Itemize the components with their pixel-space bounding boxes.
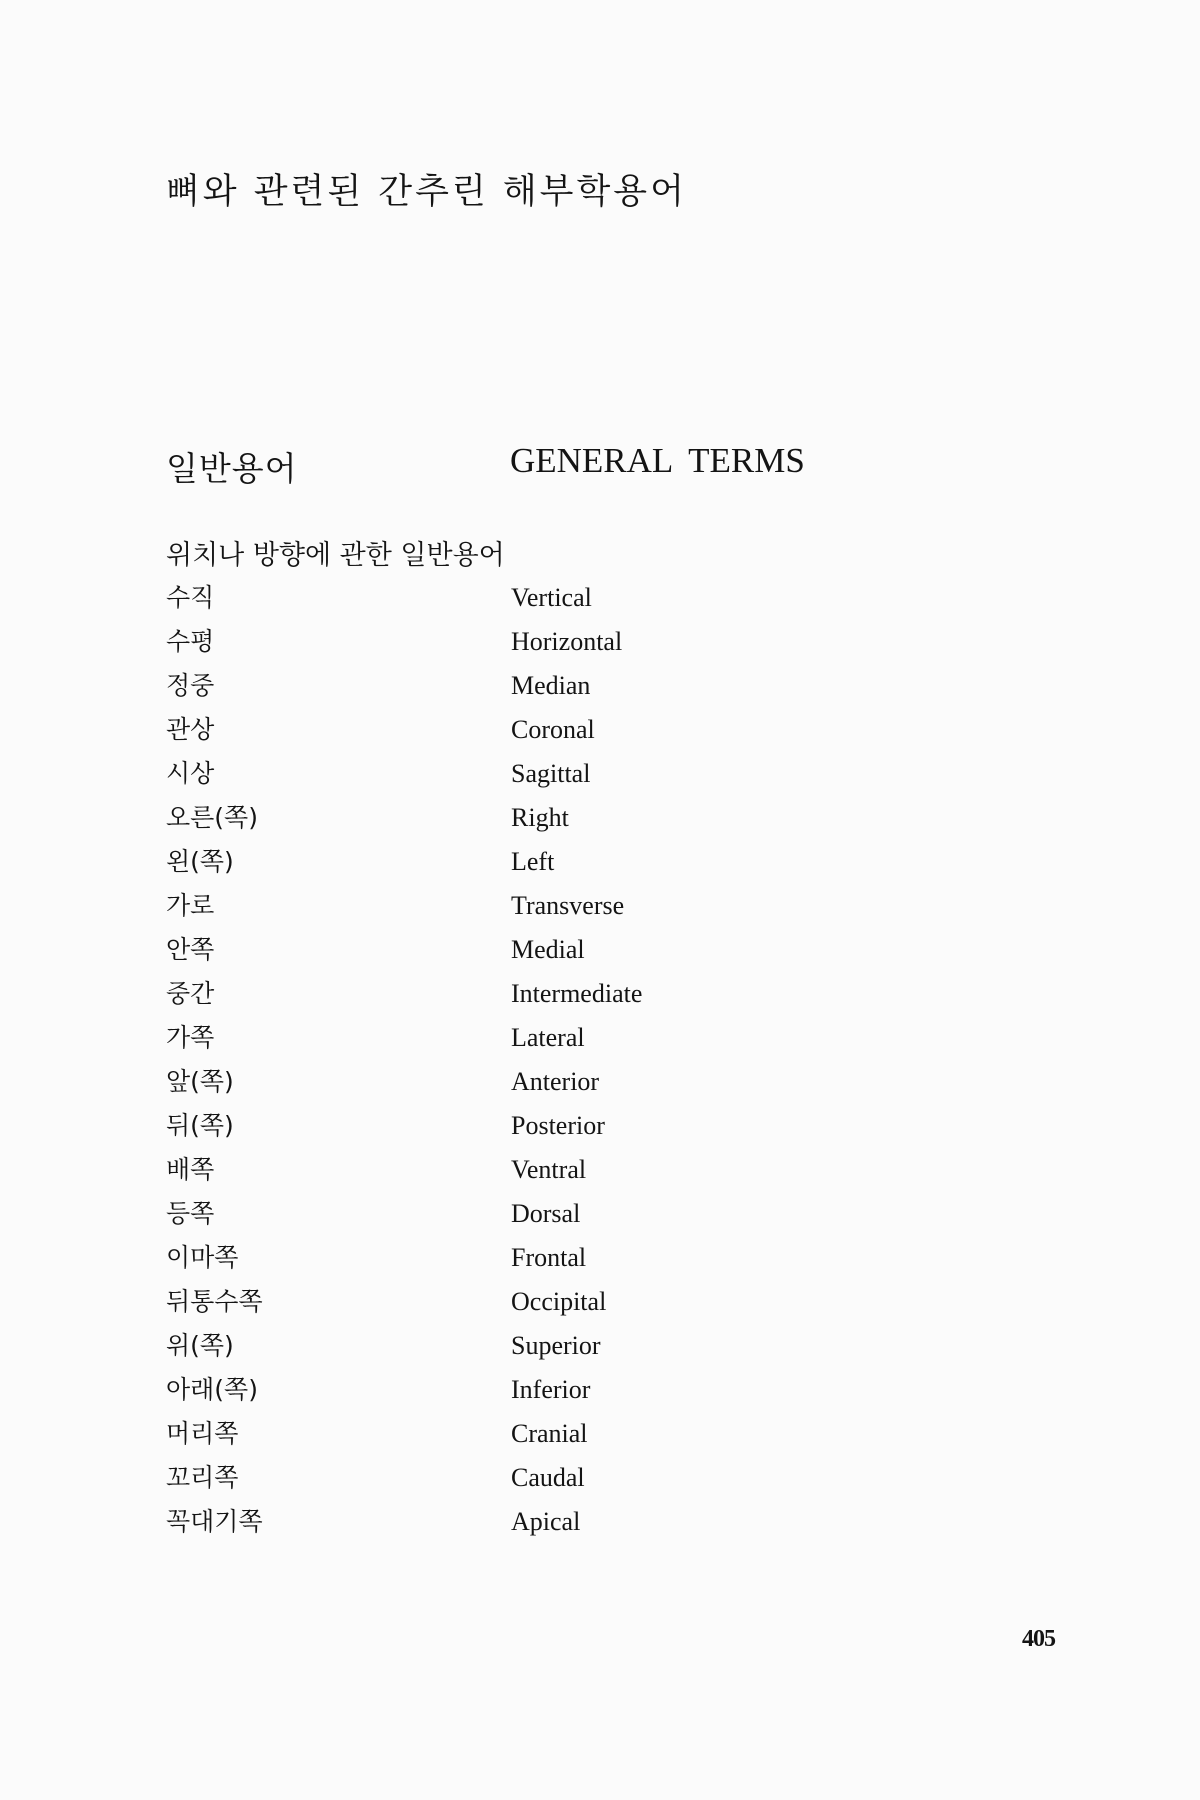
term-korean: 가로 xyxy=(166,891,215,920)
term-korean: 뒤통수쪽 xyxy=(166,1287,263,1316)
term-english: Caudal xyxy=(511,1463,585,1492)
term-row xyxy=(166,796,866,840)
term-english: Right xyxy=(511,803,569,832)
term-korean: 안쪽 xyxy=(166,935,215,964)
term-english: Left xyxy=(511,847,555,876)
term-list xyxy=(166,576,866,1544)
term-english: Transverse xyxy=(511,891,625,920)
term-english: Cranial xyxy=(511,1419,588,1448)
term-row xyxy=(166,708,866,752)
term-korean: 앞(쪽) xyxy=(166,1067,234,1096)
term-korean: 뒤(쪽) xyxy=(166,1111,234,1140)
term-english: Superior xyxy=(511,1331,601,1360)
term-row xyxy=(166,1060,866,1104)
term-korean: 머리쪽 xyxy=(166,1419,239,1448)
term-row xyxy=(166,972,866,1016)
term-english: Dorsal xyxy=(511,1199,581,1228)
term-row xyxy=(166,1324,866,1368)
term-english: Median xyxy=(511,671,591,700)
term-english: Vertical xyxy=(511,583,592,612)
term-row xyxy=(166,1104,866,1148)
term-row xyxy=(166,664,866,708)
term-korean: 가쪽 xyxy=(166,1023,215,1052)
term-row xyxy=(166,1412,866,1456)
term-korean: 꼬리쪽 xyxy=(166,1463,239,1492)
term-row xyxy=(166,884,866,928)
section-heading-english: GENERAL TERMS xyxy=(510,441,805,480)
term-row xyxy=(166,840,866,884)
term-korean: 시상 xyxy=(166,759,215,788)
term-row xyxy=(166,1368,866,1412)
term-korean: 이마쪽 xyxy=(166,1243,239,1272)
term-english: Inferior xyxy=(511,1375,591,1404)
term-english: Ventral xyxy=(511,1155,587,1184)
term-row xyxy=(166,928,866,972)
term-korean: 위(쪽) xyxy=(166,1331,234,1360)
term-english: Coronal xyxy=(511,715,595,744)
term-korean: 정중 xyxy=(166,671,215,700)
term-row xyxy=(166,1148,866,1192)
term-korean: 수직 xyxy=(166,583,215,612)
term-english: Medial xyxy=(511,935,585,964)
subsection-heading: 위치나 방향에 관한 일반용어 xyxy=(166,540,505,571)
term-row xyxy=(166,1236,866,1280)
section-heading-korean: 일반용어 xyxy=(166,449,298,488)
term-korean: 꼭대기쪽 xyxy=(166,1507,263,1536)
term-english: Intermediate xyxy=(511,979,643,1008)
term-row xyxy=(166,620,866,664)
term-row xyxy=(166,1280,866,1324)
term-english: Frontal xyxy=(511,1243,587,1272)
section-heading xyxy=(166,441,866,486)
term-korean: 수평 xyxy=(166,627,215,656)
term-row xyxy=(166,752,866,796)
term-row xyxy=(166,1500,866,1544)
term-english: Lateral xyxy=(511,1023,585,1052)
term-row xyxy=(166,576,866,620)
term-korean: 왼(쪽) xyxy=(166,847,234,876)
term-english: Apical xyxy=(511,1507,581,1536)
term-row xyxy=(166,1192,866,1236)
term-row xyxy=(166,1016,866,1060)
term-english: Sagittal xyxy=(511,759,591,788)
term-korean: 관상 xyxy=(166,715,215,744)
term-english: Posterior xyxy=(511,1111,605,1140)
term-row xyxy=(166,1456,866,1500)
term-korean: 중간 xyxy=(166,979,215,1008)
term-korean: 아래(쪽) xyxy=(166,1375,258,1404)
term-english: Horizontal xyxy=(511,627,623,656)
term-korean: 오른(쪽) xyxy=(166,803,258,832)
term-english: Anterior xyxy=(511,1067,600,1096)
term-korean: 등쪽 xyxy=(166,1199,215,1228)
page-number: 405 xyxy=(1022,1626,1055,1652)
term-korean: 배쪽 xyxy=(166,1155,215,1184)
page-title: 뼈와 관련된 간추린 해부학용어 xyxy=(166,172,687,212)
term-english: Occipital xyxy=(511,1287,607,1316)
